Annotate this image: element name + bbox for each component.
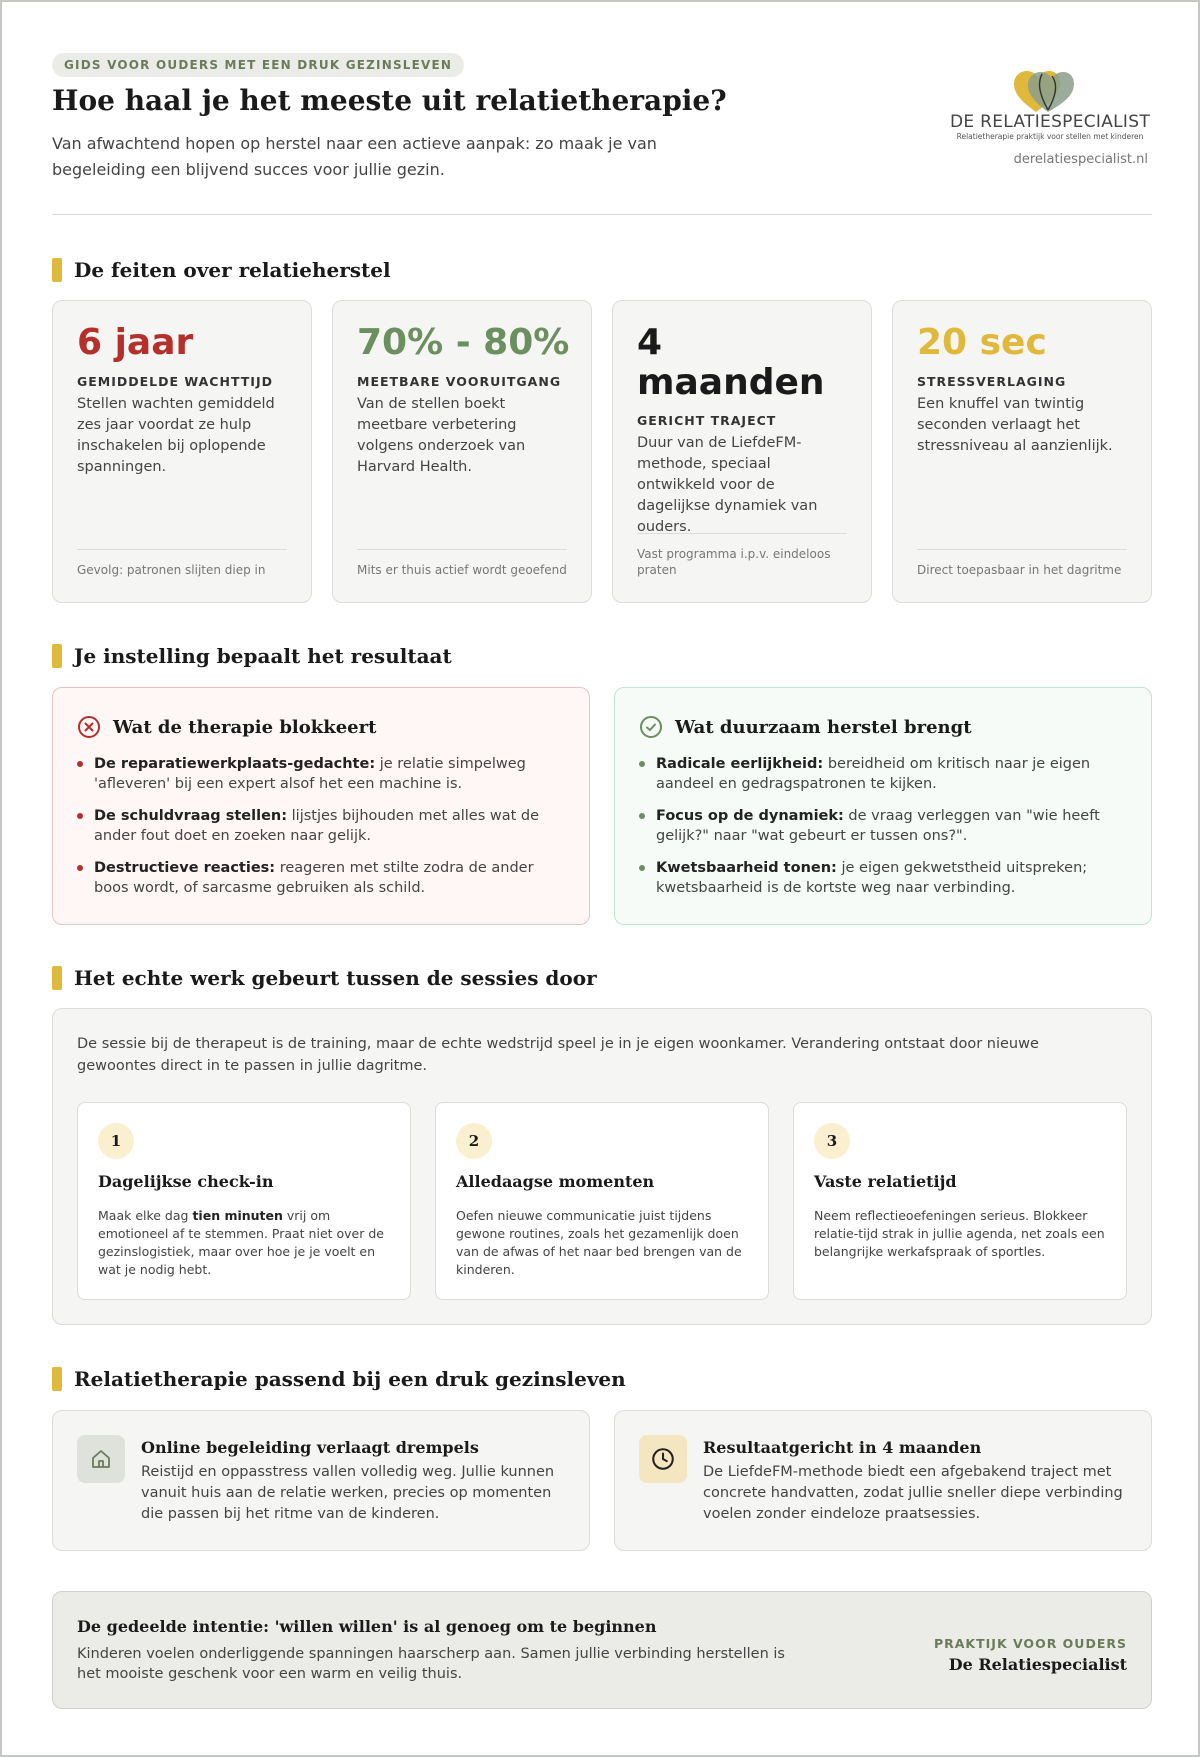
list-item — [77, 806, 567, 846]
list-item-bold: Kwetsbaarheid tonen: — [656, 860, 837, 876]
list-item-text: lijstjes bijhouden met alles wat de ander fout doet en zoeken naar gelijk. — [94, 808, 540, 844]
stat-description: Van de stellen boekt meetbare verbetering volgens onderzoek van Harvard Health. — [357, 396, 526, 475]
stat-footnote: Gevolg: patronen slijten diep in — [77, 549, 287, 578]
eyebrow-badge: GIDS VOOR OUDERS MET EEN DRUK GEZINSLEVEN — [52, 53, 464, 77]
footer-kicker: PRAKTIJK VOOR OUDERS — [933, 1636, 1127, 1651]
section-facts-label: De feiten over relatieherstel — [74, 258, 391, 282]
footer-description: Kinderen voelen onderliggende spanningen haarscherp aan. Samen jullie verbinding herstellen is het mooiste geschenk voor een warm en veilig thuis. — [77, 1646, 785, 1682]
list-item — [639, 754, 1129, 794]
step-card-1 — [77, 1102, 411, 1300]
section-facts-title — [52, 257, 391, 283]
brand-logo[interactable] — [948, 68, 1152, 144]
blockers-panel — [52, 687, 590, 925]
stat-card-progress — [332, 300, 592, 603]
step-title: Alledaagse momenten — [456, 1172, 655, 1191]
section-sessions-label: Het echte werk gebeurt tussen de sessies door — [74, 966, 597, 990]
list-item-bold: De schuldvraag stellen: — [94, 808, 288, 824]
list-item-bold: Destructieve reacties: — [94, 860, 276, 876]
check-circle-icon — [639, 715, 663, 739]
stat-card-trajectory — [612, 300, 872, 603]
stat-value: 4 maanden — [637, 322, 825, 403]
feature-card-online — [52, 1410, 590, 1551]
section-mindset-label: Je instelling bepaalt het resultaat — [74, 644, 452, 668]
list-item-text: reageren met stilte zodra de ander boos wordt, of sarcasme gebruiken als schild. — [94, 860, 534, 896]
feature-description: De LiefdeFM-methode biedt een afgebakend traject met concrete handvatten, zodat jullie sneller diepe verbinding voelen zonder eindeloze praatsessies. — [703, 1464, 1123, 1522]
stat-description: Stellen wachten gemiddeld zes jaar voordat ze hulp inschakelen bij oplopende spanningen. — [77, 396, 275, 475]
section-mindset-title — [52, 643, 452, 669]
feature-description: Reistijd en oppasstress vallen volledig weg. Jullie kunnen vanuit huis aan de relatie werken, precies op momenten die passen bij het ritme van de kinderen. — [141, 1464, 555, 1522]
section-accent-bar — [52, 258, 62, 282]
step-description — [814, 1207, 1108, 1261]
page-title: Hoe haal je het meeste uit relatietherapie? — [52, 84, 727, 117]
footer-panel — [52, 1591, 1152, 1709]
healers-title: Wat duurzaam herstel brengt — [675, 716, 972, 738]
stat-description: Een knuffel van twintig seconden verlaagt het stressniveau al aanzienlijk. — [917, 396, 1113, 454]
step-text: Oefen nieuwe communicatie juist tijdens gewone routines, zoals het gezamenlijk doen van de afwas of het naar bed brengen van de kinderen. — [456, 1208, 742, 1277]
feature-title: Resultaatgericht in 4 maanden — [703, 1438, 982, 1457]
step-number: 1 — [98, 1123, 134, 1159]
feature-title: Online begeleiding verlaagt drempels — [141, 1438, 479, 1457]
footer-brand: De Relatiespecialist — [948, 1655, 1127, 1674]
healers-panel — [614, 687, 1152, 925]
stat-card-stress — [892, 300, 1152, 603]
stat-label: GEMIDDELDE WACHTTIJD — [77, 374, 273, 389]
blockers-list — [77, 754, 567, 910]
list-item-text: je eigen gekwetstheid uitspreken; kwetsbaarheid is de kortste weg naar verbinding. — [656, 860, 1088, 896]
step-text-bold: tien minuten — [192, 1208, 283, 1223]
healers-heading — [639, 715, 972, 739]
step-description — [98, 1207, 392, 1279]
step-card-3 — [793, 1102, 1127, 1300]
website-link[interactable]: derelatiespecialist.nl — [1013, 152, 1148, 167]
step-text: Neem reflectieoefeningen serieus. Blokkeer relatie-tijd strak in jullie agenda, net zoals een belangrijke werkafspraak of sportles. — [814, 1208, 1105, 1259]
step-description — [456, 1207, 750, 1279]
list-item — [639, 806, 1129, 846]
stat-label: MEETBARE VOORUITGANG — [357, 374, 562, 389]
page-subtitle: Van afwachtend hopen op herstel naar een actieve aanpak: zo maak je van begeleiding een blijvend succes voor jullie gezin. — [52, 134, 657, 179]
clock-icon — [639, 1435, 687, 1483]
feature-card-results — [614, 1410, 1152, 1551]
heart-logo-icon — [1012, 68, 1074, 114]
logo-name: DE RELATIESPECIALIST — [949, 112, 1151, 132]
list-item — [639, 858, 1129, 898]
list-item-text: bereidheid om kritisch naar je eigen aandeel en gedragspatronen te kijken. — [656, 756, 1091, 792]
section-accent-bar — [52, 1367, 62, 1391]
stat-value: 70% - 80% — [357, 322, 570, 363]
sessions-panel — [52, 1008, 1152, 1325]
blockers-heading — [77, 715, 376, 739]
footer-title: De gedeelde intentie: 'willen willen' is al genoeg om te beginnen — [77, 1617, 657, 1636]
step-card-2 — [435, 1102, 769, 1300]
stat-footnote: Direct toepasbaar in het dagritme — [917, 549, 1127, 578]
list-item-bold: Focus op de dynamiek: — [656, 808, 844, 824]
x-circle-icon — [77, 715, 101, 739]
section-fit-label: Relatietherapie passend bij een druk gezinsleven — [74, 1367, 626, 1391]
blockers-title: Wat de therapie blokkeert — [113, 716, 377, 738]
step-number: 3 — [814, 1123, 850, 1159]
stat-label: GERICHT TRAJECT — [637, 413, 777, 428]
home-icon — [77, 1435, 125, 1483]
step-title: Dagelijkse check-in — [98, 1172, 274, 1191]
stat-description: Duur van de LiefdeFM-methode, speciaal ontwikkeld voor de dagelijkse dynamiek van ouders. — [637, 435, 818, 535]
step-text: vrij om emotioneel af te stemmen. Praat niet over de gezinslogistiek, maar over hoe je je voelt en wat je nodig hebt. — [98, 1208, 384, 1277]
list-item-bold: De reparatiewerkplaats-gedachte: — [94, 756, 376, 772]
list-item — [77, 858, 567, 898]
step-title: Vaste relatietijd — [814, 1172, 957, 1191]
section-fit-title — [52, 1366, 626, 1392]
section-accent-bar — [52, 644, 62, 668]
healers-list — [639, 754, 1129, 910]
stat-value: 20 sec — [917, 322, 1047, 363]
logo-tagline: Relatietherapie praktijk voor stellen met kinderen — [956, 132, 1144, 141]
list-item-text: de vraag verleggen van "wie heeft gelijk?" naar "wat gebeurt er tussen ons?". — [656, 808, 1100, 844]
sessions-intro: De sessie bij de therapeut is de training, maar de echte wedstrijd speel je in je eigen woonkamer. Verandering ontstaat door nieuwe gewoontes direct in te passen in jullie dagritme. — [77, 1036, 1039, 1074]
list-item-bold: Radicale eerlijkheid: — [656, 756, 824, 772]
stat-footnote: Mits er thuis actief wordt geoefend — [357, 549, 567, 578]
section-accent-bar — [52, 966, 62, 990]
stat-footnote: Vast programma i.p.v. eindeloos praten — [637, 533, 847, 578]
header-divider — [52, 214, 1152, 215]
section-sessions-title — [52, 965, 597, 991]
step-number: 2 — [456, 1123, 492, 1159]
list-item — [77, 754, 567, 794]
stat-label: STRESSVERLAGING — [917, 374, 1067, 389]
stat-card-waiting — [52, 300, 312, 603]
step-text: Maak elke dag — [98, 1208, 193, 1223]
stat-value: 6 jaar — [77, 322, 194, 363]
list-item-text: je relatie simpelweg 'afleveren' bij een expert alsof het een machine is. — [94, 756, 526, 792]
